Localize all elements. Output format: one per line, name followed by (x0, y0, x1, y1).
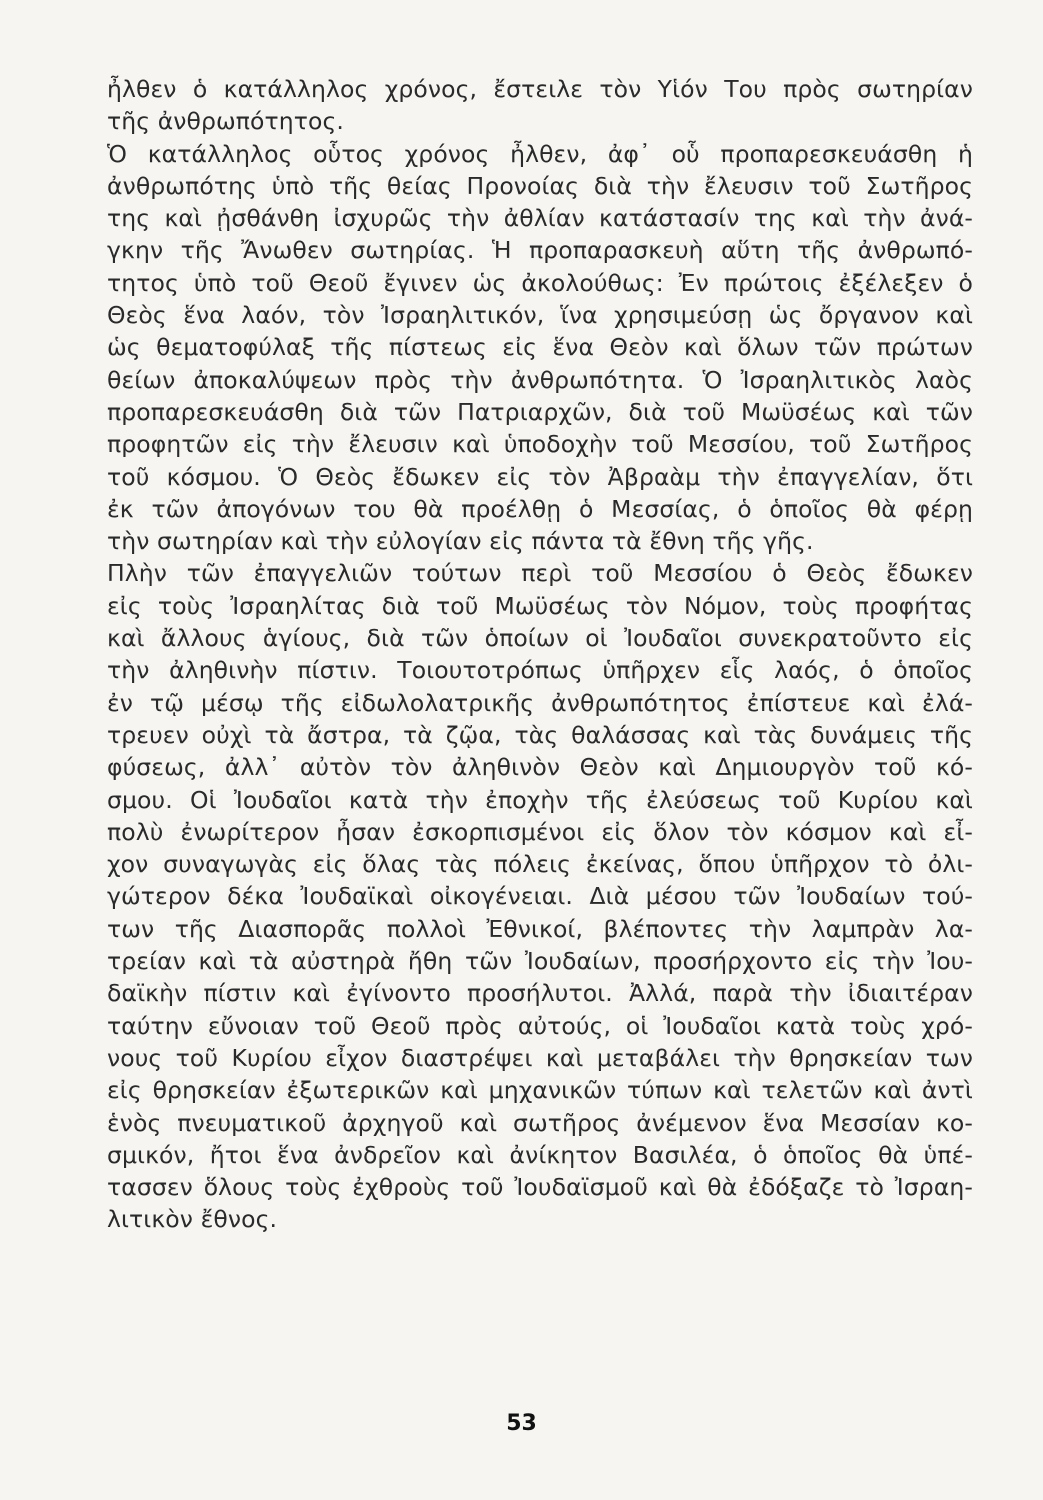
text-line: ἐκ τῶν ἀπογόνων του θὰ προέλθῃ ὁ Μεσσίας, ὁ ὁποῖος θὰ φέρῃ (107, 494, 973, 523)
text-line: ἐν τῷ μέσῳ τῆς εἰδωλολατρικῆς ἀνθρωπότητος ἐπίστευε καὶ ἐλά- (107, 688, 973, 717)
text-line: γκην τῆς Ἄνωθεν σωτηρίας. Ἡ προπαρασκευὴ αὕτη τῆς ἀνθρωπό- (107, 236, 973, 265)
text-line: τὴν σωτηρίαν καὶ τὴν εὐλογίαν εἰς πάντα τὰ ἔθνη τῆς γῆς. (107, 527, 814, 556)
text-line: Ὁ κατάλληλος οὗτος χρόνος ἦλθεν, ἀφ᾽ οὗ προπαρεσκευάσθη ἡ (107, 139, 973, 168)
text-line: τασσεν ὅλους τοὺς ἐχθροὺς τοῦ Ἰουδαϊσμοῦ καὶ θὰ ἐδόξαζε τὸ Ἰσραη- (107, 1173, 973, 1202)
text-line: τρευεν οὐχὶ τὰ ἄστρα, τὰ ζῷα, τὰς θαλάσσας καὶ τὰς δυνάμεις τῆς (107, 720, 973, 749)
text-line: τοῦ κόσμου. Ὁ Θεὸς ἔδωκεν εἰς τὸν Ἀβραὰμ τὴν ἐπαγγελίαν, ὅτι (107, 462, 973, 491)
text-line: της καὶ ᾐσθάνθη ἰσχυρῶς τὴν ἀθλίαν κατάστασίν της καὶ τὴν ἀνά- (107, 204, 973, 233)
text-line: τὴν ἀληθινὴν πίστιν. Τοιουτοτρόπως ὑπῆρχεν εἷς λαός, ὁ ὁποῖος (107, 656, 973, 685)
text-line: Θεὸς ἕνα λαόν, τὸν Ἰσραηλιτικόν, ἵνα χρησιμεύσῃ ὡς ὄργανον καὶ (107, 301, 973, 330)
text-line: σμικόν, ἤτοι ἕνα ἀνδρεῖον καὶ ἀνίκητον Βασιλέα, ὁ ὁποῖος θὰ ὑπέ- (107, 1140, 973, 1169)
text-line: σμου. Οἱ Ἰουδαῖοι κατὰ τὴν ἐποχὴν τῆς ἐλεύσεως τοῦ Κυρίου καὶ (107, 785, 973, 814)
text-line: δαϊκὴν πίστιν καὶ ἐγίνοντο προσήλυτοι. Ἀλλά, παρὰ τὴν ἰδιαιτέραν (107, 979, 973, 1008)
body-text (107, 73, 973, 1236)
text-line: ἦλθεν ὁ κατάλληλος χρόνος, ἔστειλε τὸν Υἱόν Του πρὸς σωτηρίαν (107, 75, 973, 103)
page-number: 53 (506, 1411, 537, 1436)
text-line: γώτερον δέκα Ἰουδαϊκαὶ οἰκογένειαι. Διὰ μέσου τῶν Ἰουδαίων τού- (107, 882, 973, 911)
text-line: χον συναγωγὰς εἰς ὅλας τὰς πόλεις ἐκείνας, ὅπου ὑπῆρχον τὸ ὀλι- (107, 850, 973, 879)
text-line: πολὺ ἐνωρίτερον ἦσαν ἐσκορπισμένοι εἰς ὅλον τὸν κόσμον καὶ εἶ- (107, 817, 973, 846)
text-line: εἰς θρησκείαν ἐξωτερικῶν καὶ μηχανικῶν τύπων καὶ τελετῶν καὶ ἀντὶ (107, 1076, 973, 1105)
text-line: ταύτην εὔνοιαν τοῦ Θεοῦ πρὸς αὐτούς, οἱ Ἰουδαῖοι κατὰ τοὺς χρό- (107, 1011, 973, 1040)
text-line: τῆς ἀνθρωπότητος. (107, 107, 344, 136)
text-line: ὡς θεματοφύλαξ τῆς πίστεως εἰς ἕνα Θεὸν καὶ ὅλων τῶν πρώτων (107, 333, 973, 362)
text-line: καὶ ἄλλους ἁγίους, διὰ τῶν ὁποίων οἱ Ἰουδαῖοι συνεκρατοῦντο εἰς (107, 624, 973, 653)
text-line: εἰς τοὺς Ἰσραηλίτας διὰ τοῦ Μωϋσέως τὸν Νόμον, τοὺς προφήτας (107, 591, 973, 620)
text-line: τρείαν καὶ τὰ αὐστηρὰ ἤθη τῶν Ἰουδαίων, προσήρχοντο εἰς τὴν Ἰου- (107, 947, 973, 976)
text-line: θείων ἀποκαλύψεων πρὸς τὴν ἀνθρωπότητα. Ὁ Ἰσραηλιτικὸς λαὸς (107, 365, 973, 394)
text-line: Πλὴν τῶν ἐπαγγελιῶν τούτων περὶ τοῦ Μεσσίου ὁ Θεὸς ἔδωκεν (107, 559, 973, 588)
text-line: τητος ὑπὸ τοῦ Θεοῦ ἔγινεν ὡς ἀκολούθως: Ἐν πρώτοις ἐξέλεξεν ὁ (107, 268, 973, 297)
text-line: ἑνὸς πνευματικοῦ ἀρχηγοῦ καὶ σωτῆρος ἀνέμενον ἕνα Μεσσίαν κο- (107, 1108, 973, 1137)
text-line: των τῆς Διασπορᾶς πολλοὶ Ἐθνικοί, βλέποντες τὴν λαμπρὰν λα- (107, 914, 973, 943)
text-line: ἀνθρωπότης ὑπὸ τῆς θείας Προνοίας διὰ τὴν ἔλευσιν τοῦ Σωτῆρος (107, 171, 973, 200)
text-line: φύσεως, ἀλλ᾽ αὐτὸν τὸν ἀληθινὸν Θεὸν καὶ Δημιουργὸν τοῦ κό- (107, 753, 973, 782)
text-line: προφητῶν εἰς τὴν ἔλευσιν καὶ ὑποδοχὴν τοῦ Μεσσίου, τοῦ Σωτῆρος (107, 430, 973, 459)
text-line: νους τοῦ Κυρίου εἶχον διαστρέψει καὶ μεταβάλει τὴν θρησκείαν των (107, 1043, 973, 1072)
text-line: λιτικὸν ἔθνος. (107, 1205, 278, 1234)
text-line: προπαρεσκευάσθη διὰ τῶν Πατριαρχῶν, διὰ τοῦ Μωϋσέως καὶ τῶν (107, 397, 973, 426)
